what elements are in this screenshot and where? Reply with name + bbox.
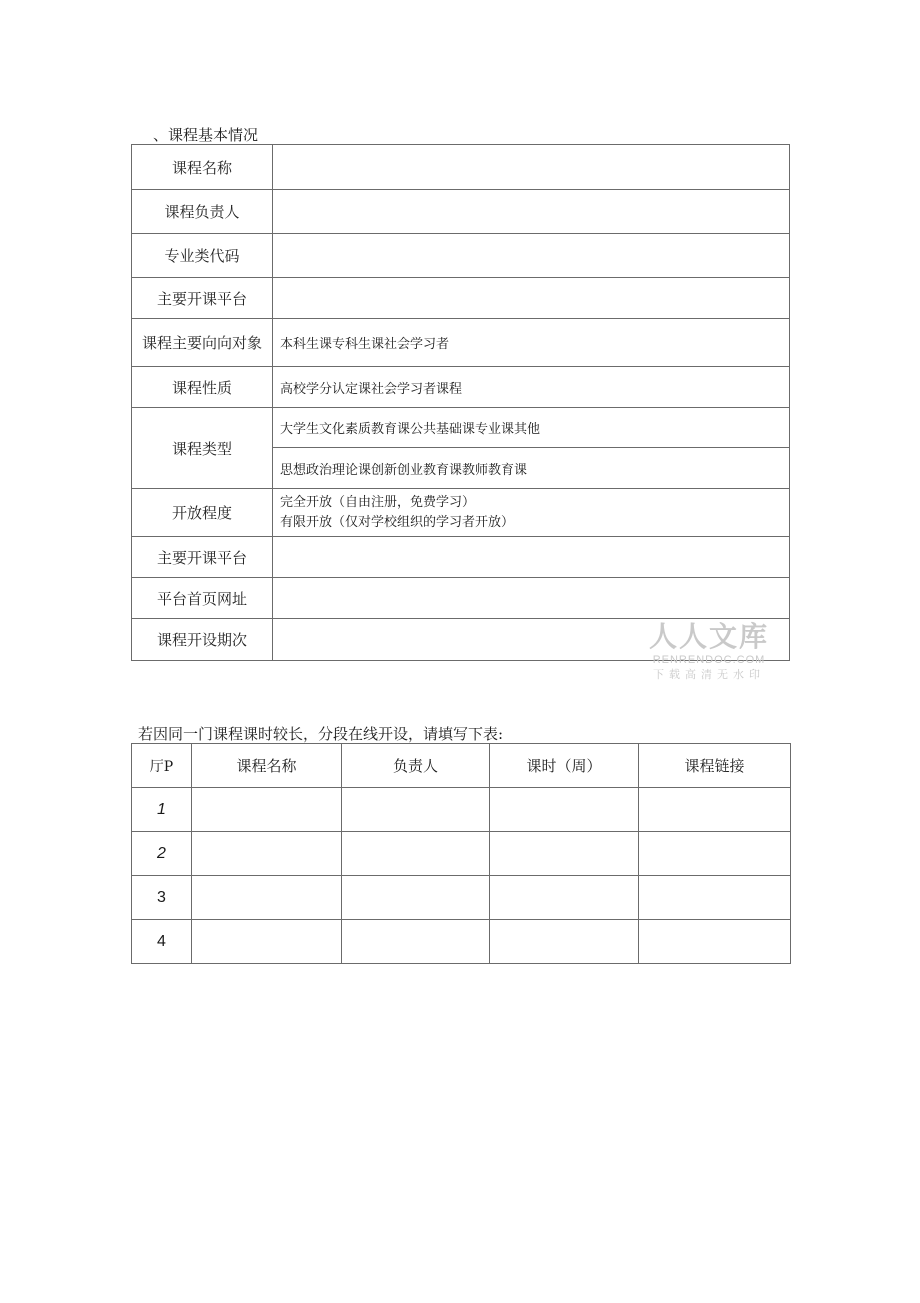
- cell-course-link[interactable]: [639, 920, 791, 964]
- row-index: 3: [132, 876, 192, 920]
- cell-course-link[interactable]: [639, 876, 791, 920]
- cell-hours[interactable]: [490, 832, 639, 876]
- table-row: [132, 832, 791, 876]
- cell-lead[interactable]: [342, 920, 490, 964]
- renrendoc-watermark: [646, 620, 772, 683]
- header-hours: 课时（周）: [490, 744, 639, 788]
- homepage-url-label: 平台首页网址: [132, 578, 273, 619]
- type-options-row-1[interactable]: 大学生文化素质教育课公共基础课专业课其他: [273, 408, 790, 448]
- segment-table: [131, 743, 791, 964]
- nature-options[interactable]: 高校学分认定课社会学习者课程: [273, 367, 790, 408]
- homepage-url-value[interactable]: [273, 578, 790, 619]
- table-row: [132, 920, 791, 964]
- type-label: 课程类型: [132, 408, 273, 489]
- platform-value[interactable]: [273, 278, 790, 319]
- cell-course-link[interactable]: [639, 788, 791, 832]
- cell-course-name[interactable]: [192, 788, 342, 832]
- course-name-value[interactable]: [273, 145, 790, 190]
- cell-course-link[interactable]: [639, 832, 791, 876]
- cell-course-name[interactable]: [192, 920, 342, 964]
- openness-label: 开放程度: [132, 489, 273, 537]
- header-lead: 负责人: [342, 744, 490, 788]
- cell-lead[interactable]: [342, 832, 490, 876]
- section-title: 、课程基本情况: [153, 126, 259, 144]
- table-row: [132, 876, 791, 920]
- cell-hours[interactable]: [490, 876, 639, 920]
- audience-label: 课程主要向向对象: [132, 319, 273, 367]
- session-label: 课程开设期次: [132, 619, 273, 661]
- major-code-value[interactable]: [273, 234, 790, 278]
- header-course-link: 课程链接: [639, 744, 791, 788]
- watermark-slogan: 下载高清无水印: [653, 668, 765, 681]
- cell-lead[interactable]: [342, 876, 490, 920]
- platform-value-2[interactable]: [273, 537, 790, 578]
- course-lead-label: 课程负责人: [132, 190, 273, 234]
- cell-course-name[interactable]: [192, 832, 342, 876]
- course-basic-info-table: [131, 144, 790, 661]
- type-options-row-2[interactable]: 思想政治理论课创新创业教育课教师教育课: [273, 448, 790, 489]
- row-index: 4: [132, 920, 192, 964]
- watermark-brand: 人人文库: [648, 620, 769, 653]
- cell-hours[interactable]: [490, 920, 639, 964]
- row-index: 2: [132, 832, 192, 876]
- openness-option-limited[interactable]: 有限开放（仅对学校组织的学习者开放）: [280, 514, 515, 530]
- header-course-name: 课程名称: [192, 744, 342, 788]
- cell-lead[interactable]: [342, 788, 490, 832]
- cell-course-name[interactable]: [192, 876, 342, 920]
- segment-intro-text: 若因同一门课程课时较长，分段在线开设，请填写下表:: [138, 725, 504, 743]
- course-lead-value[interactable]: [273, 190, 790, 234]
- audience-options[interactable]: 本科生课专科生课社会学习者: [273, 319, 790, 367]
- row-index: 1: [132, 788, 192, 832]
- openness-options[interactable]: [273, 489, 790, 537]
- course-name-label: 课程名称: [132, 145, 273, 190]
- table-row: [132, 788, 791, 832]
- openness-option-full[interactable]: 完全开放（自由注册，免费学习）: [280, 494, 476, 510]
- platform-label: 主要开课平台: [132, 278, 273, 319]
- header-index: 厅P: [132, 744, 192, 788]
- platform-label-2: 主要开课平台: [132, 537, 273, 578]
- nature-label: 课程性质: [132, 367, 273, 408]
- cell-hours[interactable]: [490, 788, 639, 832]
- watermark-domain: RENRENDOC.COM: [652, 654, 766, 666]
- major-code-label: 专业类代码: [132, 234, 273, 278]
